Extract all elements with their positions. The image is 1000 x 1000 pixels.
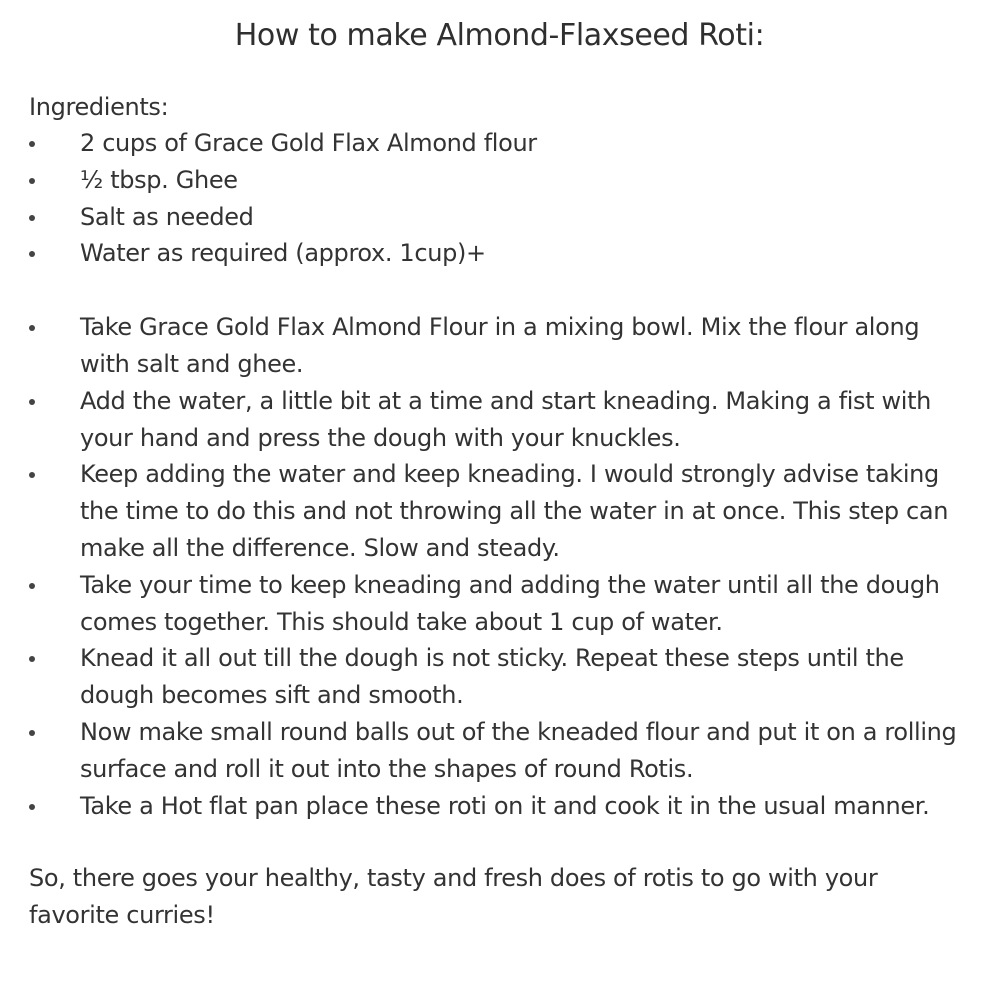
ingredient-item: Water as required (approx. 1cup)+ — [29, 235, 970, 272]
ingredient-item: 2 cups of Grace Gold Flax Almond flour — [29, 125, 970, 162]
ingredients-heading: Ingredients: — [29, 93, 169, 121]
step-item: Take a Hot flat pan place these roti on it and cook it in the usual manner. — [29, 788, 970, 825]
ingredients-list — [29, 125, 970, 272]
step-item: Keep adding the water and keep kneading. I would strongly advise taking the time to do this and not throwing all the water in at once. This step can make all the difference. Slow and steady. — [29, 456, 970, 566]
step-item: Take your time to keep kneading and adding the water until all the dough comes together. This should take about 1 cup of water. — [29, 567, 970, 641]
steps-list — [29, 309, 970, 824]
ingredient-item: Salt as needed — [29, 199, 970, 236]
page-title: How to make Almond-Flaxseed Roti: — [234, 18, 765, 53]
step-item: Now make small round balls out of the kneaded flour and put it on a rolling surface and roll it out into the shapes of round Rotis. — [29, 714, 970, 788]
step-item: Add the water, a little bit at a time and start kneading. Making a fist with your hand and press the dough with your knuckles. — [29, 383, 970, 457]
closing-paragraph: So, there goes your healthy, tasty and fresh does of rotis to go with your favorite curries! — [29, 864, 878, 930]
step-item: Take Grace Gold Flax Almond Flour in a mixing bowl. Mix the flour along with salt and ghee. — [29, 309, 970, 383]
step-item: Knead it all out till the dough is not sticky. Repeat these steps until the dough becomes sift and smooth. — [29, 640, 970, 714]
ingredient-item: ½ tbsp. Ghee — [29, 162, 970, 199]
